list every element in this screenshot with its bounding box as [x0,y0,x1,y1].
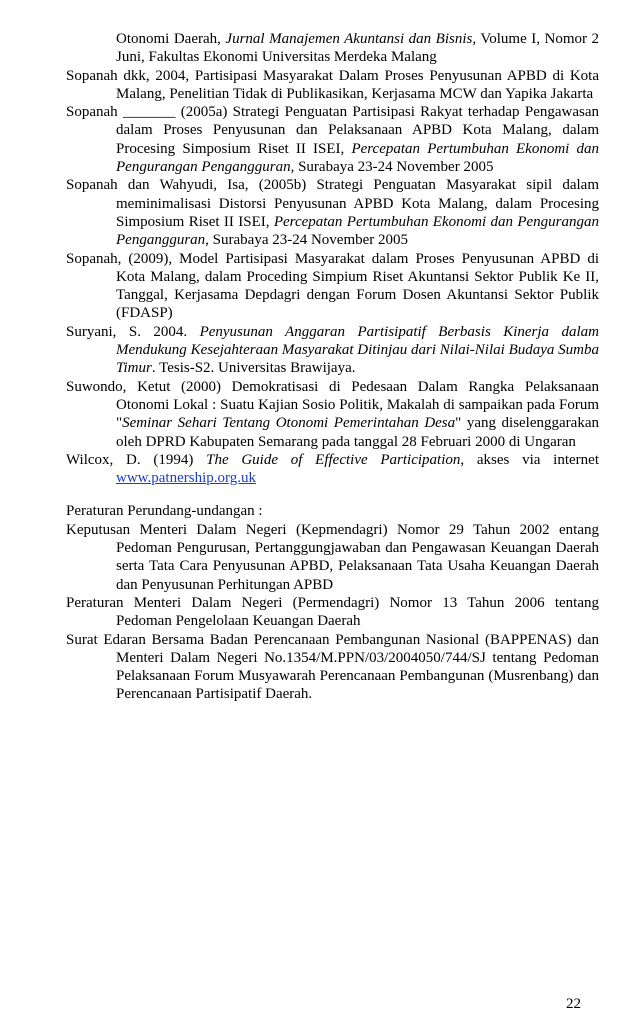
reference-text: Seminar Sehari Tentang Otonomi Pemerintahan Desa [122,415,456,432]
reference-entry [66,30,599,67]
reference-entry [66,250,599,323]
reference-text: . Tesis-S2. Universitas Brawijaya. [151,360,356,377]
reference-text: The Guide of Effective Participation [206,451,461,468]
reference-text: Jurnal Manajemen Akuntansi dan Bisnis, [225,31,477,47]
reference-text: Percepatan Pertumbuhan Ekonomi dan Pengurangan Pengangguran [116,213,599,249]
reference-entry [66,451,599,488]
reference-entry [66,323,599,378]
reference-text: Suwondo, Ketut (2000) Demokratisasi di Pedesaan Dalam Rangka Pelaksanaan Otonomi Lokal : Suatu Kajian Sosio Politik, Makalah di sampaikan pada Forum " [66,378,599,432]
regulation-entry: Surat Edaran Bersama Badan Perencanaan Pembangunan Nasional (BAPPENAS) dan Menteri Dalam Negeri No.1354/M.PPN/03/2004050/744/SJ tentang Pedoman Pelaksanaan Forum Musyawarah Perencanaan Pembangunan (Musrenbang) dan Perencanaan Partisipatif Daerah. [66,631,599,703]
regulation-list [66,521,599,704]
reference-entry [66,67,599,104]
reference-text: Otonomi Daerah, [116,31,226,47]
reference-link[interactable]: www.patnership.org.uk [116,470,256,487]
reference-text: Suryani, S. 2004. [66,323,200,340]
reference-text: Percepatan Pertumbuhan Ekonomi dan Pengurangan Pengangguran [116,140,600,176]
reference-text: " yang diselenggarakan oleh DPRD Kabupaten Semarang pada tanggal 28 Februari 2000 di Ungaran [116,415,599,450]
reference-text: Sopanah, (2009), Model Partisipasi Masyarakat dalam Proses Penyusunan APBD di Kota Malang, dalam Proceding Simpium Riset Akuntansi Sektor Publik Ke II, Tanggal, Kerjasama Depdagri dengan Forum Dosen Akuntansi Sektor Publik (FDASP) [66,250,599,322]
reference-text: , akses via internet [460,451,599,468]
reference-text: Volume I, Nomor 2 Juni, Fakultas Ekonomi Universitas Merdeka Malang [116,31,599,66]
reference-list [66,30,599,487]
reference-text: Wilcox, D. (1994) [66,451,207,468]
document-page [66,30,599,704]
reference-entry [66,176,599,249]
reference-text: Sopanah _______ (2005a) Strategi Penguatan Partisipasi Rakyat terhadap Pengawasan dalam Proses Penyusunan dan Pelaksanaan APBD Kota Malang, dalam Procesing Simposium Riset II ISEI, [66,104,599,157]
reference-text: , Surabaya 23-24 November 2005 [290,159,494,176]
reference-text: Sopanah dkk, 2004, Partisipasi Masyarakat Dalam Proses Penyusunan APBD di Kota Malang, Penelitian Tidak di Publikasikan, Kerjasama MCW dan Yapika Jakarta [66,67,599,102]
reference-entry [66,103,599,176]
reference-text: Sopanah dan Wahyudi, Isa, (2005b) Strategi Penguatan Masyarakat sipil dalam meminimalisasi Distorsi Penyusunan APBD Kota Malang, dalam Procesing Simposium Riset II ISEI, [66,177,599,230]
reference-text: Penyusunan Anggaran Partisipatif Berbasis Kinerja dalam Mendukung Kesejahteraan Masyarakat Ditinjau dari Nilai-Nilai Budaya Sumba Timur [116,323,599,377]
reference-entry [66,378,599,451]
section-gap [66,487,599,502]
page-number: 22 [566,996,581,1012]
regulation-entry: Peraturan Menteri Dalam Negeri (Permendagri) Nomor 13 Tahun 2006 tentang Pedoman Pengelolaan Keuangan Daerah [66,594,599,630]
regulation-entry: Keputusan Menteri Dalam Negeri (Kepmendagri) Nomor 29 Tahun 2002 entang Pedoman Pengurusan, Pertanggungjawaban dan Pengawasan Keuangan Daerah serta Tata Cara Penyusunan APBD, Pelaksanaan Tata Usaha Keuangan Daerah dan Penyusunan Perhitungan APBD [66,521,599,593]
reference-text: , Surabaya 23-24 November 2005 [205,232,409,249]
regulations-heading: Peraturan Perundang-undangan : [66,503,263,520]
